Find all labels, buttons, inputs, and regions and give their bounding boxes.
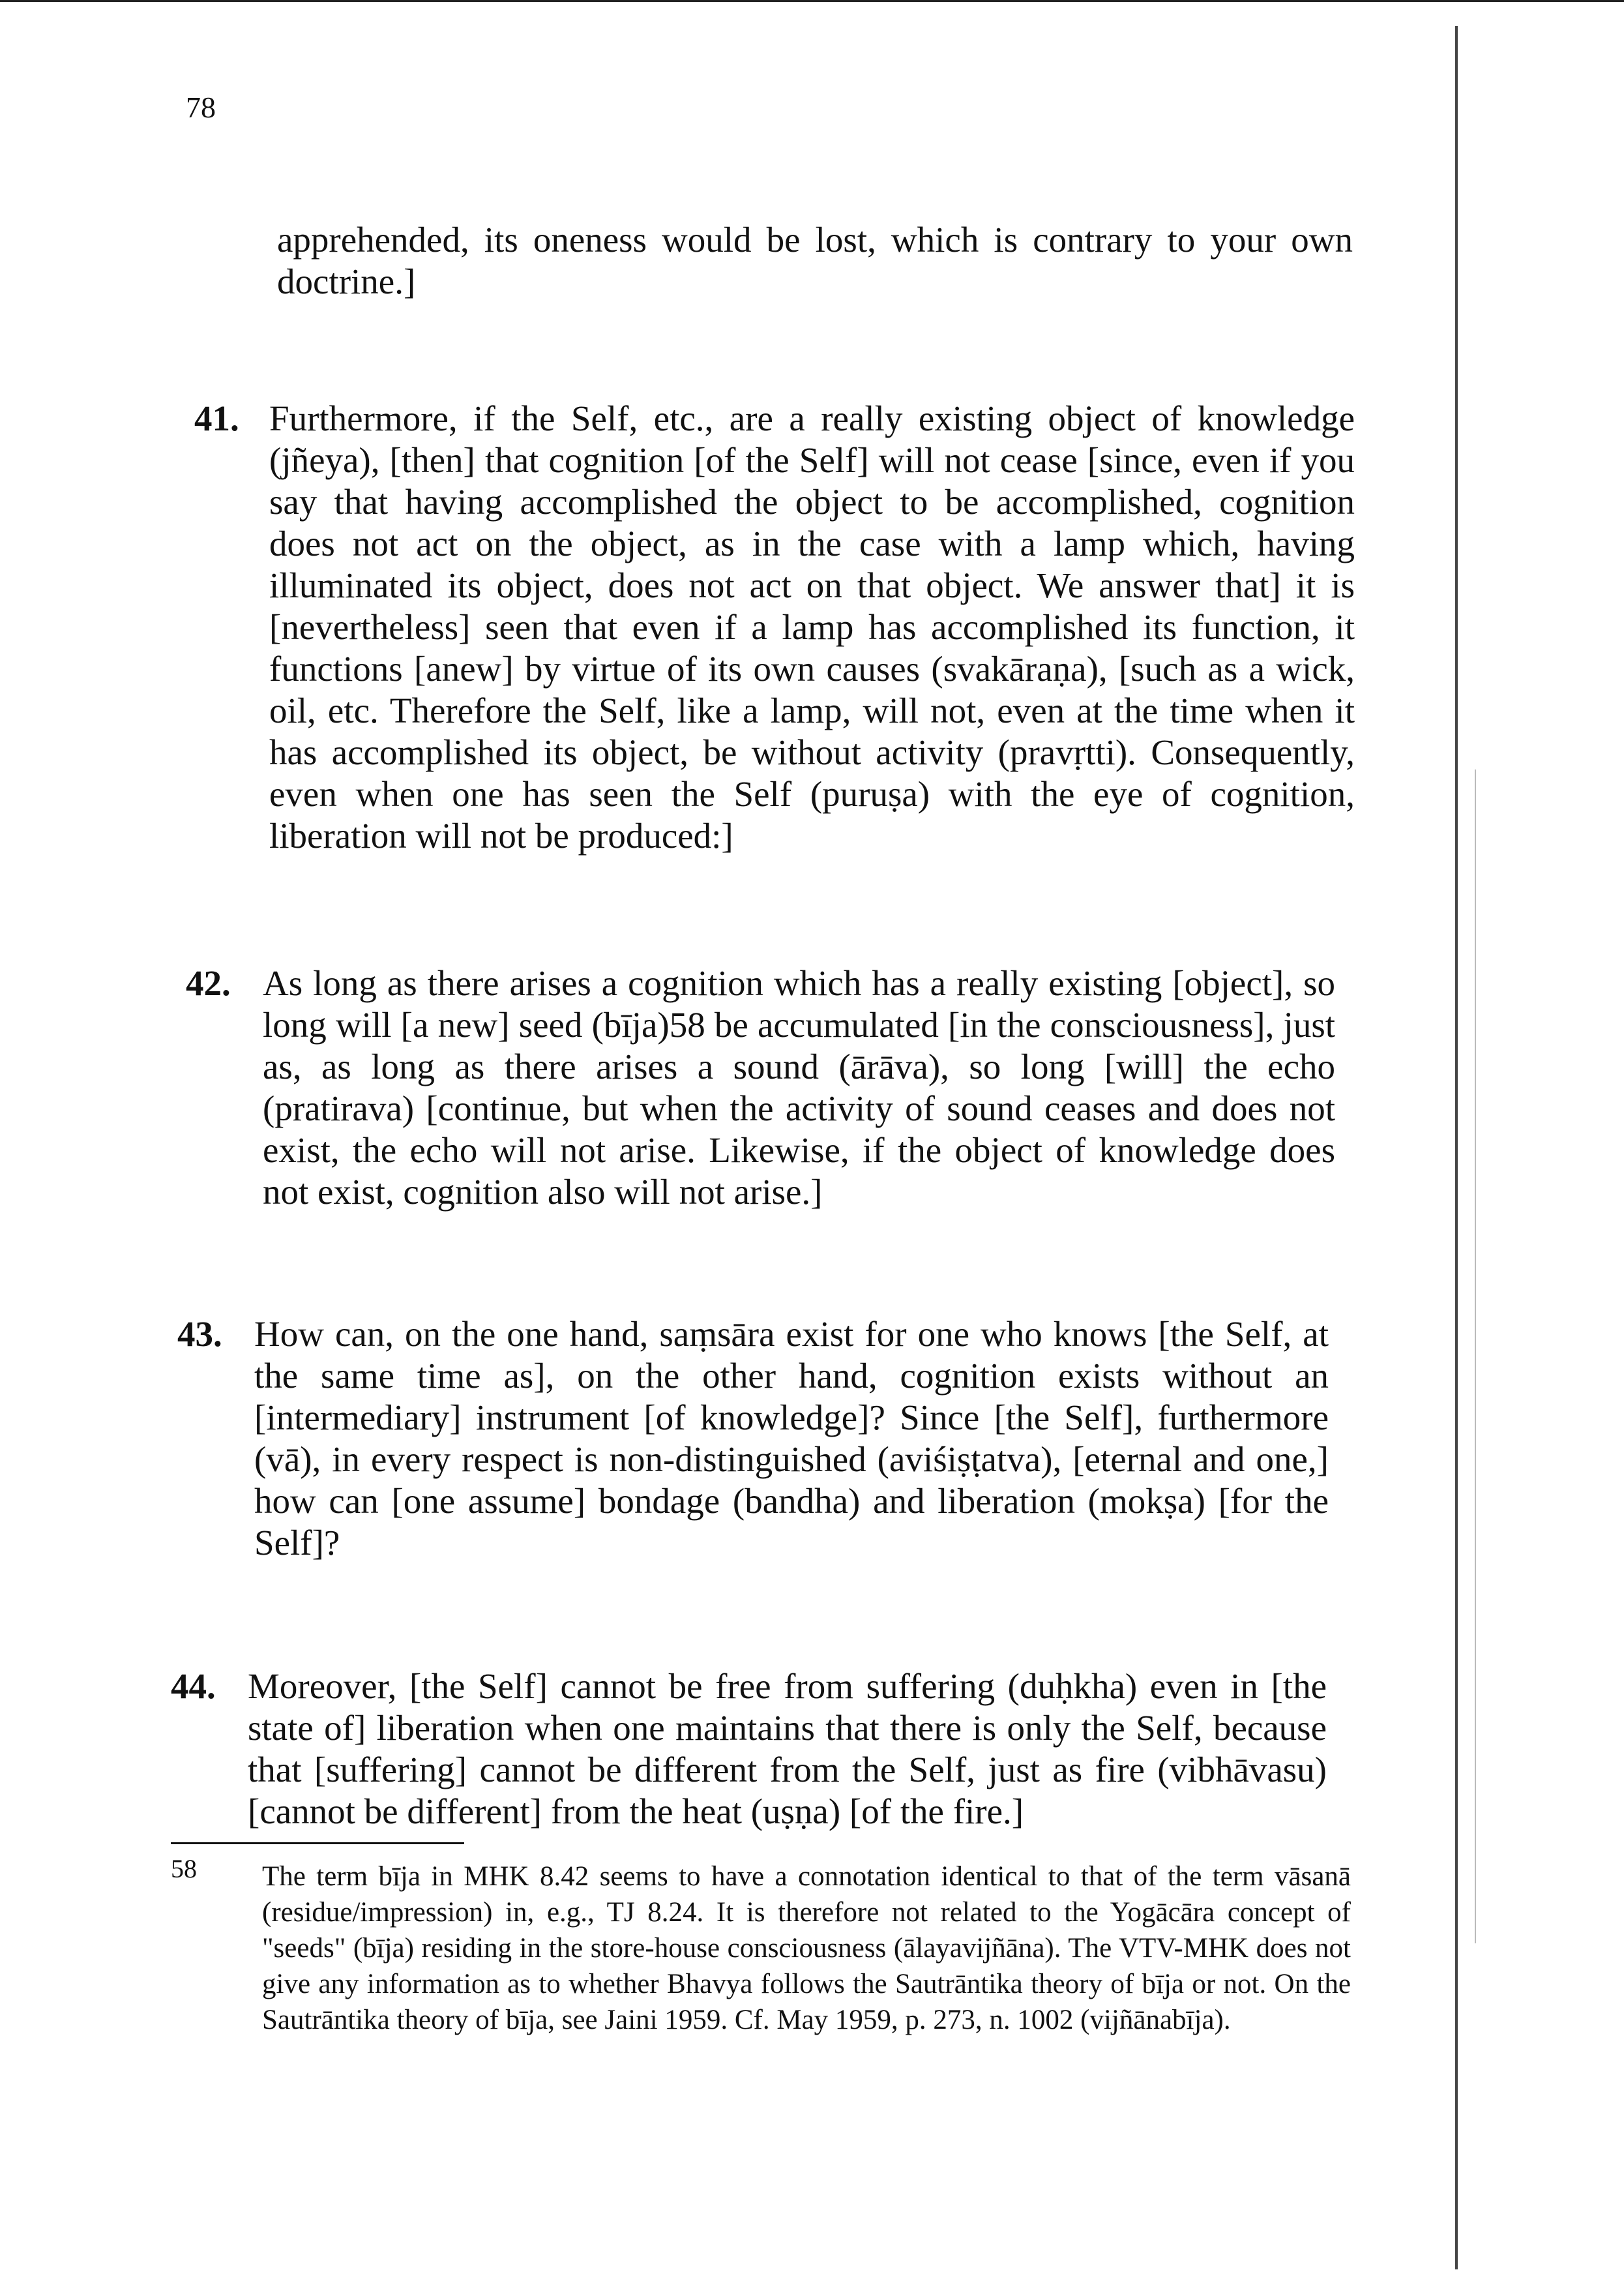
verse-text: Moreover, [the Self] cannot be free from suffering (duḥkha) even in [the state of] liberation when one maintains that there is only the Self, because that [suffering] cannot be different from the Self, just as fire (vibhāvasu) [cannot be different] from the heat (uṣṇa) [of the fire.] — [248, 1666, 1327, 1831]
scan-top-border — [0, 0, 1624, 2]
verse-text: Furthermore, if the Self, etc., are a really existing object of knowledge (jñeya), [then] that cognition [of the Self] will not cease [since, even if you say that having accomplished the object to be accomplished, cognition does not act on the object, as in the case with a lamp which, having illuminated its object, does not act on that object. We answer that] it is [nevertheless] seen that even if a lamp has accomplished its function, it functions [anew] by virtue of its own causes (svakāraṇa), [such as a wick, oil, etc. Therefore the Self, like a lamp, will not, even at the time when it has accomplished its object, be without activity (pravṛtti). Consequently, even when one has seen the Self (puruṣa) with the eye of cognition, liberation will not be produced:] — [269, 398, 1355, 856]
footnote-text: The term bīja in MHK 8.42 seems to have a connotation identical to that of the term vāsanā (residue/impression) in, e.g., TJ 8.24. It is therefore not related to the Yogācāra concept of "seeds" (bīja) residing in the store-house consciousness (ālayavijñāna). The VTV-MHK does not give any information as to whether Bhavya follows the Sautrāntika theory of bīja or not. On the Sautrāntika theory of bīja, see Jaini 1959. Cf. May 1959, p. 273, n. 1002 (vijñānabīja). — [262, 1861, 1351, 2035]
verse-text: How can, on the one hand, saṃsāra exist for one who knows [the Self, at the same time as], on the other hand, cognition exists without an [intermediary] instrument [of knowledge]? Since [the Self], furthermore (vā), in every respect is non-distinguished (aviśiṣṭatva), [eternal and one,] how can [one assume] bondage (bandha) and liberation (mokṣa) [for the Self]? — [254, 1314, 1329, 1562]
footnote-number: 58 — [171, 1854, 197, 1883]
page-number: 78 — [186, 91, 216, 124]
verse-text: As long as there arises a cognition which has a really existing [object], so long will [a new] seed (bīja)58 be accumulated [in the consciousness], just as, as long as there arises a sound (ārāva), so long [will] the echo (pratirava) [continue, but when the activity of sound ceases and does not exist, the echo will not arise. Likewise, if the object of knowledge does not exist, cognition also will not arise.] — [263, 963, 1335, 1212]
verse-number: 44. — [171, 1666, 216, 1706]
verse-number: 43. — [177, 1314, 222, 1354]
verse-number: 41. — [194, 398, 239, 438]
continued-paragraph: apprehended, its oneness would be lost, which is contrary to your own doctrine.] — [277, 220, 1353, 301]
verse-number: 42. — [186, 963, 231, 1003]
scan-right-edge — [1455, 26, 1458, 2269]
scan-right-shadow — [1475, 770, 1476, 1943]
footnote-divider — [171, 1842, 464, 1844]
